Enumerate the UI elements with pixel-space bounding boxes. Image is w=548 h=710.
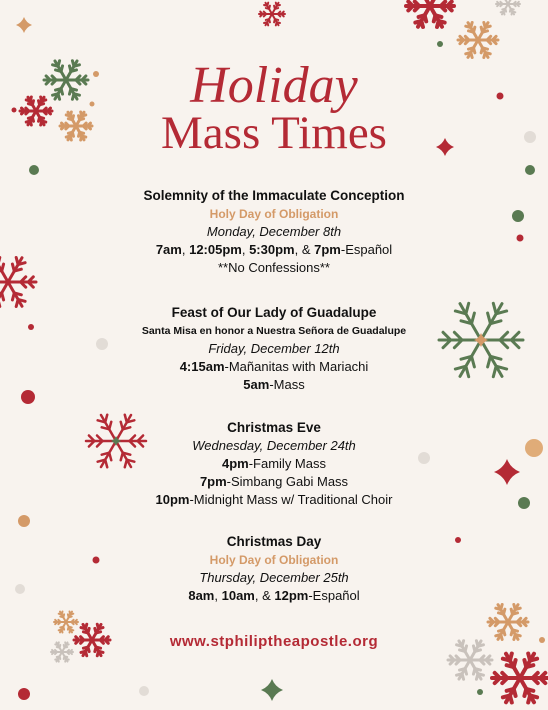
time-text: , — [214, 588, 222, 603]
time-value: 4pm — [221, 456, 249, 471]
event-title: Christmas Day — [226, 534, 322, 549]
title-holiday: Holiday — [190, 57, 358, 114]
decorative-dot — [28, 324, 34, 330]
website-link[interactable]: www.stphiliptheapostle.org — [169, 633, 379, 650]
event-date: Monday, December 8th — [206, 224, 342, 239]
event-times — [74, 587, 474, 605]
snowflake-icon — [0, 258, 36, 307]
event-title: Solemnity of the Immaculate Conception — [143, 188, 405, 203]
time-value: 10am — [221, 588, 255, 603]
time-text: -Español — [308, 588, 360, 603]
decorative-dot — [477, 689, 483, 695]
time-text: , — [181, 242, 190, 257]
time-line — [74, 376, 474, 394]
time-value: 4:15am — [179, 359, 225, 374]
time-line — [74, 455, 474, 473]
snowflake-icon — [496, 0, 520, 14]
time-value: 7pm — [199, 474, 227, 489]
time-value: 7pm — [314, 242, 341, 257]
time-text: , & — [294, 242, 315, 257]
decorative-dot — [139, 686, 149, 696]
decorative-dot — [518, 497, 530, 509]
event-subtitle: Santa Misa en honor a Nuestra Señora de Guadalupe — [141, 325, 407, 337]
event-times — [74, 241, 474, 277]
sparkle-star-icon — [494, 459, 520, 485]
time-value: 12pm — [274, 588, 309, 603]
decorative-dot — [437, 41, 443, 47]
decorative-dot — [525, 439, 543, 457]
decorative-dot — [512, 210, 524, 222]
event-title: Christmas Eve — [227, 420, 321, 435]
time-line — [74, 587, 474, 605]
event-immaculate-conception — [74, 187, 474, 277]
time-text: , — [241, 242, 250, 257]
time-text: -Midnight Mass w/ Traditional Choir — [189, 492, 393, 507]
decorative-dot — [517, 235, 524, 242]
snowflake-icon — [492, 654, 548, 703]
time-value: 5:30pm — [249, 242, 295, 257]
time-text: -Mass — [269, 377, 305, 392]
time-line — [74, 259, 474, 277]
event-times — [74, 455, 474, 509]
snowflake-icon — [259, 3, 285, 26]
decorative-dot — [21, 390, 35, 404]
event-christmas-eve — [74, 419, 474, 509]
decorative-dot — [18, 515, 30, 527]
time-line — [74, 241, 474, 259]
decorative-dot — [18, 688, 30, 700]
time-line — [74, 358, 474, 376]
obligation-label: Holy Day of Obligation — [209, 553, 339, 567]
time-text: , & — [254, 588, 275, 603]
title-mass-times: Mass Times — [161, 107, 387, 159]
sparkle-star-icon — [261, 679, 283, 701]
snowflake-icon — [458, 23, 498, 58]
time-text: -Family Mass — [248, 456, 326, 471]
time-value: 10pm — [155, 492, 190, 507]
time-text: -Mañanitas with Mariachi — [224, 359, 369, 374]
snowflake-icon — [54, 612, 78, 633]
event-date: Friday, December 12th — [208, 341, 340, 356]
event-times — [74, 358, 474, 394]
event-date: Thursday, December 25th — [199, 570, 349, 585]
time-line — [74, 473, 474, 491]
event-christmas-day — [74, 533, 474, 605]
time-value: 12:05pm — [189, 242, 242, 257]
obligation-label: Holy Day of Obligation — [209, 207, 339, 221]
decorative-dot — [29, 165, 39, 175]
sparkle-star-icon — [16, 17, 32, 33]
time-text: -Español — [340, 242, 393, 257]
decorative-dot — [15, 584, 25, 594]
decorative-dot — [525, 165, 535, 175]
event-date: Wednesday, December 24th — [192, 438, 356, 453]
time-text: **No Confessions** — [217, 260, 330, 275]
time-text: -Simbang Gabi Mass — [226, 474, 349, 489]
event-guadalupe — [74, 304, 474, 394]
event-title: Feast of Our Lady of Guadalupe — [171, 305, 377, 320]
time-value: 5am — [243, 377, 270, 392]
time-line — [74, 491, 474, 509]
time-value: 7am — [155, 242, 182, 257]
sparkle-star-icon — [474, 333, 488, 347]
time-value: 8am — [188, 588, 215, 603]
snowflake-icon — [406, 0, 454, 27]
